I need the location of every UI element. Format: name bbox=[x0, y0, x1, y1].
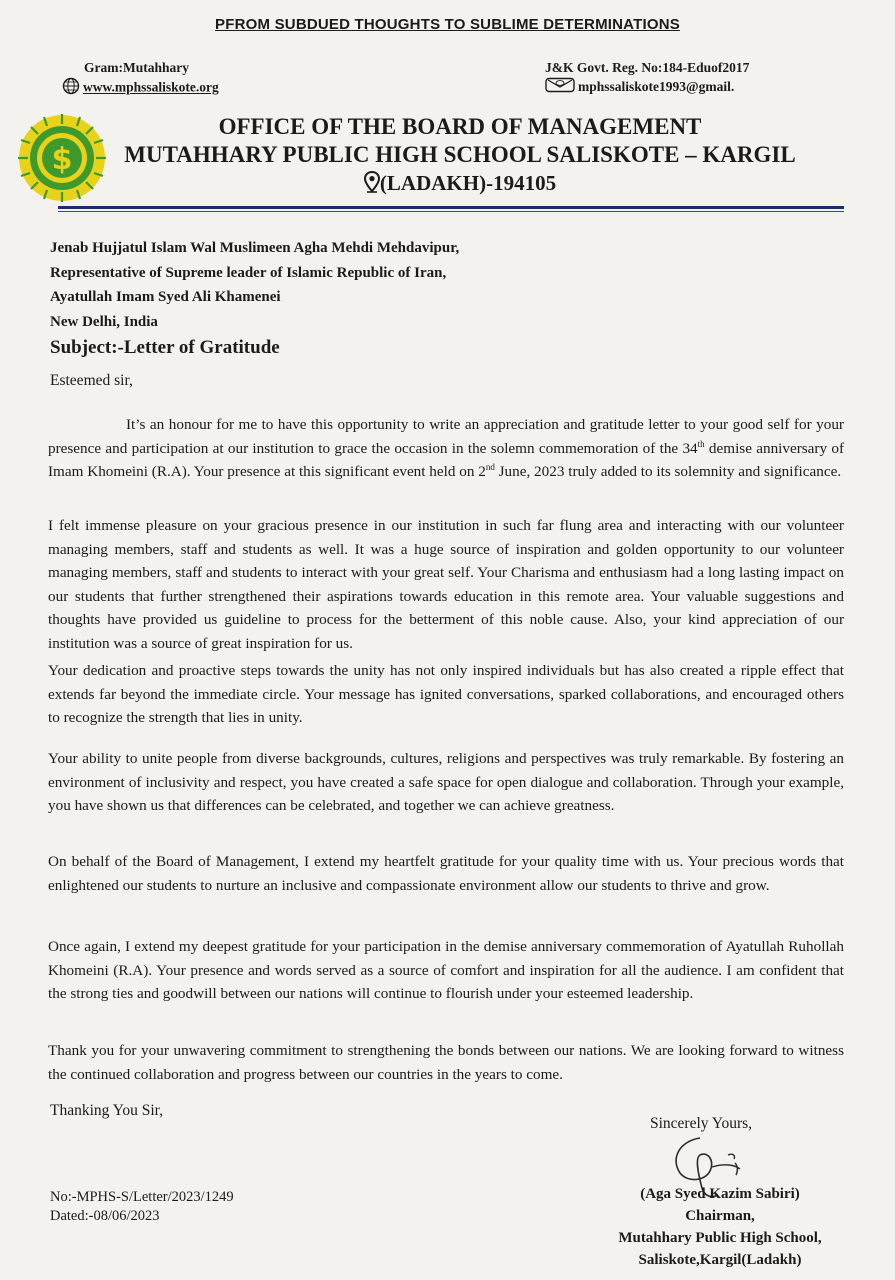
letter-date: Dated:-08/06/2023 bbox=[50, 1208, 160, 1224]
school-location bbox=[110, 171, 810, 199]
header-right-contact bbox=[545, 58, 749, 98]
salutation: Esteemed sir, bbox=[50, 372, 133, 389]
body-paragraph: On behalf of the Board of Management, I extend my heartfelt gratitude for your quality time with us. Your precious words that enlightened our students to nurture an inclusive and compassionate environment allow our students to thrive and grow. bbox=[48, 853, 844, 894]
letter-subject: Subject:-Letter of Gratitude bbox=[50, 337, 280, 358]
body-paragraph: Your ability to unite people from diverse backgrounds, cultures, religions and perspectives was truly remarkable. By fostering an environment of inclusivity and respect, you have created a safe space for open dialogue and collaboration. Through your example, you have shown us that differences can be celebrated, and together we can achieve greatness. bbox=[48, 750, 844, 815]
school-seal-logo bbox=[16, 112, 108, 204]
globe-icon bbox=[62, 77, 80, 100]
school-motto: PFROM SUBDUED THOUGHTS TO SUBLIME DETERMINATIONS bbox=[215, 16, 680, 33]
email-line bbox=[545, 77, 749, 98]
gram-label: Gram:Mutahhary bbox=[84, 60, 189, 75]
letter-number: No:-MPHS-S/Letter/2023/1249 bbox=[50, 1189, 234, 1205]
signer-name: (Aga Syed Kazim Sabiri) bbox=[640, 1186, 800, 1202]
signer-organization: Mutahhary Public High School, bbox=[618, 1230, 822, 1246]
addressee-line: Ayatullah Imam Syed Ali Khamenei bbox=[50, 289, 281, 305]
location-pin-icon bbox=[364, 171, 380, 199]
paragraph-text: It’s an honour for me to have this opportunity to write an appreciation and gratitude letter to your good self for your presence and participation at our institution to grace the occasion in the solemn commemoration of the 34 bbox=[48, 416, 844, 457]
paragraph-text: demise anniversary of Imam Khomeini (R.A). Your presence at this significant event held on 2 bbox=[48, 439, 845, 481]
body-paragraph: Thank you for your unwavering commitment to strengthening the bonds between our nations. We are looking forward to witness the continued collaboration and progress between our countries in the years to come. bbox=[48, 1042, 844, 1083]
signer-details bbox=[600, 1183, 840, 1271]
website-link[interactable]: www.mphssaliskote.org bbox=[83, 79, 219, 95]
reference-block bbox=[50, 1188, 234, 1226]
svg-text:$: $ bbox=[51, 142, 73, 177]
school-name: MUTAHHARY PUBLIC HIGH SCHOOL SALISKOTE – KARGIL bbox=[124, 142, 796, 167]
addressee-line: Representative of Supreme leader of Islamic Republic of Iran, bbox=[50, 264, 447, 281]
body-paragraph: I felt immense pleasure on your gracious presence in our institution in such far flung area and interacting with our volunteer managing members, staff and students as well. It was a huge source of inspiration and golden opportunity to our volunteer managing members, staff and students to interact with your great self. Your Charisma and enthusiasm had a long lasting impact on our students that further strengthened their aspirations towards education in this remote area. Your valuable suggestions and thoughts have provided us guideline to process for the betterment of this noble cause. Also, your kind appreciation of our institution was a source of great inspiration for us. bbox=[48, 517, 844, 652]
signer-title: Chairman, bbox=[685, 1208, 755, 1224]
body-paragraph bbox=[48, 413, 844, 484]
header-left-contact bbox=[62, 58, 219, 100]
body-paragraph: Your dedication and proactive steps towards the unity has not only inspired individuals but has also created a ripple effect that extends far beyond the immediate circle. Your message has ignited conversations, sparked collaborations, and encouraged others to recognize the strength that lies in unity. bbox=[48, 662, 844, 727]
website-line bbox=[62, 77, 219, 100]
registration-number: J&K Govt. Reg. No:184-Eduof2017 bbox=[545, 60, 750, 75]
sincerely-text: Sincerely Yours, bbox=[650, 1115, 753, 1132]
pin-code-line: (LADAKH)-194105 bbox=[379, 171, 557, 195]
paragraph-text: June, 2023 truly added to its solemnity and significance. bbox=[494, 463, 842, 481]
ordinal-suffix: th bbox=[697, 438, 705, 449]
envelope-icon bbox=[545, 77, 575, 98]
addressee-block bbox=[50, 236, 459, 334]
body-paragraph: Once again, I extend my deepest gratitude for your participation in the demise anniversary commemoration of Ayatullah Ruhollah Khomeini (R.A). Your presence and words served as a source of comfort and inspiration for all the audience. I am confident that the strong ties and goodwill between our nations will continue to flourish under your esteemed leadership. bbox=[48, 938, 844, 1003]
ordinal-suffix: nd bbox=[485, 462, 495, 473]
header-divider bbox=[58, 206, 844, 209]
office-title: OFFICE OF THE BOARD OF MANAGEMENT bbox=[218, 114, 702, 139]
signer-place: Saliskote,Kargil(Ladakh) bbox=[638, 1252, 802, 1268]
addressee-line: New Delhi, India bbox=[50, 313, 158, 330]
header-divider-thin bbox=[58, 211, 844, 212]
addressee-line: Jenab Hujjatul Islam Wal Muslimeen Agha Mehdi Mehdavipur, bbox=[50, 240, 460, 256]
closing-thanks: Thanking You Sir, bbox=[50, 1102, 164, 1119]
email-address[interactable]: mphssaliskote1993@gmail. bbox=[578, 79, 735, 94]
